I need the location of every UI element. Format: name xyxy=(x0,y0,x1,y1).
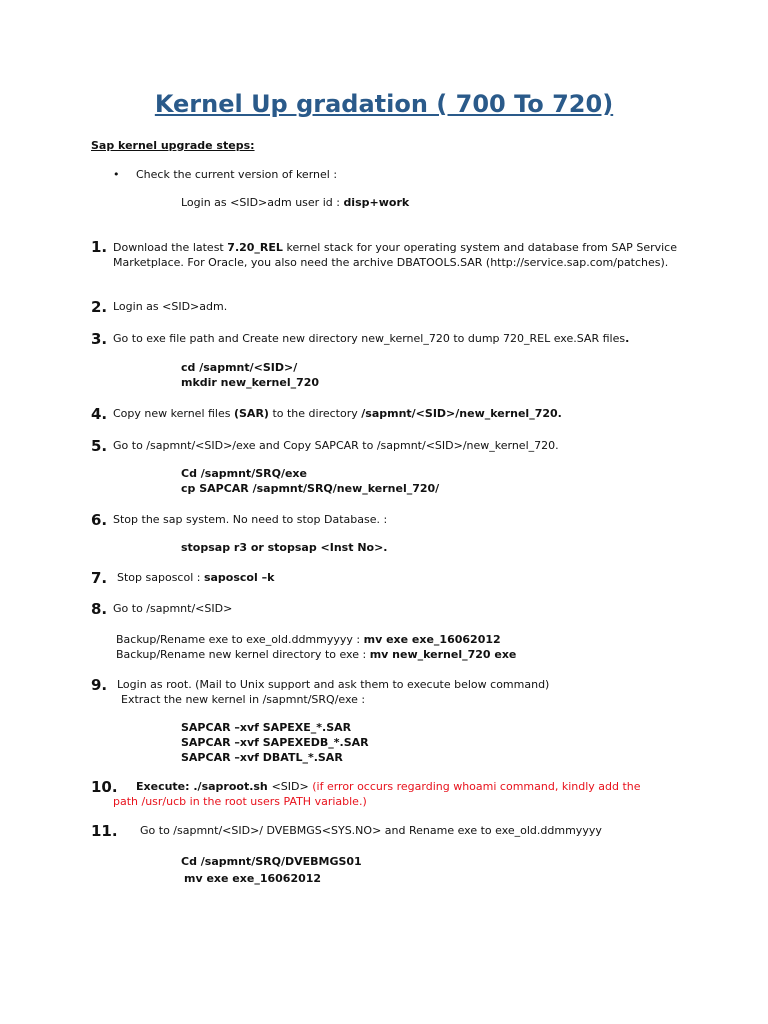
command: Cd /sapmnt/SRQ/exe xyxy=(181,467,307,480)
command: SAPCAR –xvf DBATL_*.SAR xyxy=(181,751,343,764)
text: to the directory xyxy=(268,407,362,420)
warning-text: path /usr/ucb in the root users PATH variable.) xyxy=(113,795,367,808)
bullet-icon: • xyxy=(113,168,120,181)
command: mv exe exe_16062012 xyxy=(184,872,322,885)
step-9-text-2: Extract the new kernel in /sapmnt/SRQ/exe : xyxy=(121,693,366,706)
text-bold: mv exe exe_16062012 xyxy=(363,633,501,646)
command: cp SAPCAR /sapmnt/SRQ/new_kernel_720/ xyxy=(181,482,440,495)
step-number: 10. xyxy=(91,778,118,796)
text-bold: 7.20_REL xyxy=(227,241,283,254)
step-number: 5. xyxy=(91,437,108,455)
backup-line xyxy=(116,632,501,648)
page-title: Kernel Up gradation ( 700 To 720) xyxy=(154,90,614,118)
backup-line xyxy=(116,647,516,663)
step-3-text xyxy=(113,331,629,347)
text: <SID> xyxy=(271,780,313,793)
step-7-text xyxy=(117,570,274,586)
step-11-text: Go to /sapmnt/<SID>/ DVEBMGS<SYS.NO> and Rename exe to exe_old.ddmmyyyy xyxy=(140,824,602,837)
text: Backup/Rename new kernel directory to exe : xyxy=(116,648,370,661)
command: cd /sapmnt/<SID>/ xyxy=(181,361,298,374)
text-bold: /sapmnt/<SID>/new_kernel_720. xyxy=(361,407,562,420)
login-line xyxy=(181,195,409,211)
command: Cd /sapmnt/SRQ/DVEBMGS01 xyxy=(181,855,362,868)
bullet-text: Check the current version of kernel : xyxy=(136,168,338,181)
command: SAPCAR –xvf SAPEXEDB_*.SAR xyxy=(181,736,369,749)
step-number: 7. xyxy=(91,569,108,587)
step-10-text xyxy=(136,779,641,795)
text: Copy new kernel files xyxy=(113,407,234,420)
text: Go to exe file path and Create new directory new_kernel_720 to dump 720_REL exe.SAR files xyxy=(113,332,626,345)
login-text: Login as <SID>adm user id : xyxy=(181,196,344,209)
step-number: 6. xyxy=(91,511,108,529)
text-bold: . xyxy=(625,332,630,345)
command: mkdir new_kernel_720 xyxy=(181,376,320,389)
step-1-text xyxy=(113,240,677,270)
text: kernel stack for your operating system and database from SAP Service Marketplace. For Oracle, you also need the archive DBATOOLS.SAR (http://service.sap.com/patches). xyxy=(113,241,677,269)
step-9-text: Login as root. (Mail to Unix support and ask them to execute below command) xyxy=(117,678,550,691)
step-number: 4. xyxy=(91,405,108,423)
step-number: 11. xyxy=(91,822,118,840)
step-4-text xyxy=(113,406,562,422)
step-8-text: Go to /sapmnt/<SID> xyxy=(113,602,233,615)
command: stopsap r3 or stopsap <Inst No>. xyxy=(181,541,388,554)
step-2-text: Login as <SID>adm. xyxy=(113,300,228,313)
text: Download the latest xyxy=(113,241,228,254)
step-6-text: Stop the sap system. No need to stop Database. : xyxy=(113,513,388,526)
text-bold: (SAR) xyxy=(233,407,269,420)
text-bold: saposcol –k xyxy=(203,571,275,584)
step-number: 2. xyxy=(91,298,108,316)
warning-text: (if error occurs regarding whoami command, kindly add the xyxy=(312,780,641,793)
login-cmd: disp+work xyxy=(343,196,410,209)
step-5-text: Go to /sapmnt/<SID>/exe and Copy SAPCAR to /sapmnt/<SID>/new_kernel_720. xyxy=(113,439,559,452)
text: Backup/Rename exe to exe_old.ddmmyyyy : xyxy=(116,633,364,646)
command: SAPCAR –xvf SAPEXE_*.SAR xyxy=(181,721,352,734)
step-number: 3. xyxy=(91,330,108,348)
step-number: 1. xyxy=(91,238,108,256)
text-bold: mv new_kernel_720 exe xyxy=(369,648,517,661)
text-bold: Execute: ./saproot.sh xyxy=(136,780,272,793)
section-heading: Sap kernel upgrade steps: xyxy=(91,139,255,152)
text: Stop saposcol : xyxy=(117,571,204,584)
step-number: 9. xyxy=(91,676,108,694)
step-number: 8. xyxy=(91,600,108,618)
